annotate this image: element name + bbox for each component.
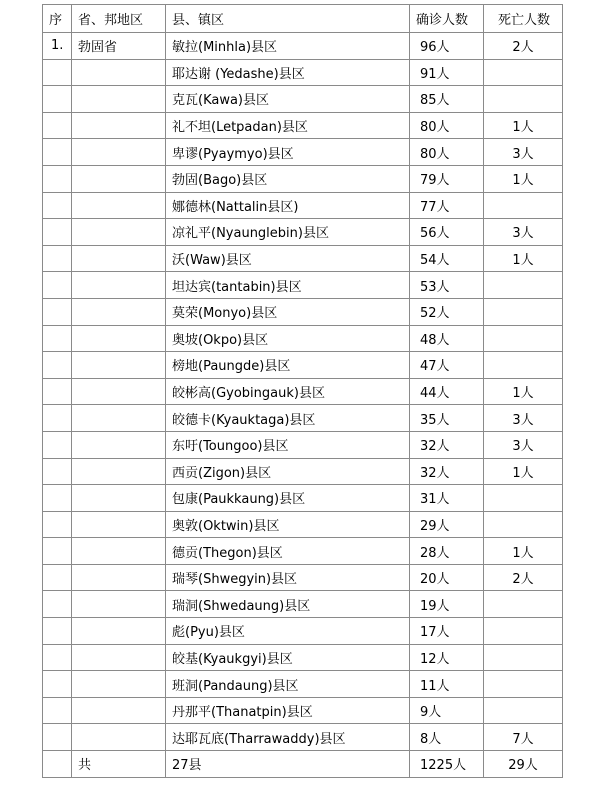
- row-confirmed: 9人: [410, 697, 484, 724]
- row-province: [72, 538, 166, 565]
- row-seq: [43, 298, 72, 325]
- total-seq: [43, 751, 72, 778]
- table-row: [43, 325, 563, 352]
- row-confirmed: 12人: [410, 644, 484, 671]
- row-district: 皎德卡(Kyauktaga)县区: [166, 405, 410, 432]
- row-province: [72, 644, 166, 671]
- row-seq: [43, 591, 72, 618]
- row-district: 莫荣(Monyo)县区: [166, 298, 410, 325]
- header-confirmed: 确诊人数: [410, 5, 484, 33]
- table-row: [43, 431, 563, 458]
- row-deaths: [484, 298, 563, 325]
- row-deaths: 1人: [484, 378, 563, 405]
- row-province: [72, 458, 166, 485]
- row-confirmed: 96人: [410, 33, 484, 60]
- row-province: [72, 86, 166, 113]
- table-row: [43, 272, 563, 299]
- row-confirmed: 54人: [410, 245, 484, 272]
- table-row: [43, 165, 563, 192]
- header-district: 县、镇区: [166, 5, 410, 33]
- table-row: [43, 564, 563, 591]
- total-label: 共: [72, 751, 166, 778]
- header-deaths: 死亡人数: [484, 5, 563, 33]
- table-row: [43, 591, 563, 618]
- row-province: [72, 511, 166, 538]
- table-row: [43, 697, 563, 724]
- table-row: [43, 245, 563, 272]
- table-row: [43, 298, 563, 325]
- row-deaths: [484, 352, 563, 379]
- row-district: 勃固(Bago)县区: [166, 165, 410, 192]
- header-seq: 序: [43, 5, 72, 33]
- header-row: [43, 5, 563, 33]
- row-deaths: 1人: [484, 245, 563, 272]
- row-confirmed: 80人: [410, 112, 484, 139]
- row-confirmed: 77人: [410, 192, 484, 219]
- table-row: [43, 352, 563, 379]
- table-row: [43, 538, 563, 565]
- row-district: 敏拉(Minhla)县区: [166, 33, 410, 60]
- header-province: 省、邦地区: [72, 5, 166, 33]
- row-province: [72, 352, 166, 379]
- row-province: [72, 325, 166, 352]
- row-district: 克瓦(Kawa)县区: [166, 86, 410, 113]
- table-row: [43, 485, 563, 512]
- row-province: [72, 378, 166, 405]
- row-confirmed: 8人: [410, 724, 484, 751]
- row-confirmed: 19人: [410, 591, 484, 618]
- row-seq: [43, 59, 72, 86]
- row-province: [72, 59, 166, 86]
- row-seq: 1.: [43, 33, 72, 60]
- table-row: [43, 458, 563, 485]
- row-seq: [43, 671, 72, 698]
- row-deaths: 1人: [484, 458, 563, 485]
- row-deaths: [484, 325, 563, 352]
- table-row: [43, 511, 563, 538]
- row-province: 勃固省: [72, 33, 166, 60]
- row-confirmed: 31人: [410, 485, 484, 512]
- row-province: [72, 272, 166, 299]
- row-confirmed: 80人: [410, 139, 484, 166]
- row-confirmed: 32人: [410, 431, 484, 458]
- row-province: [72, 431, 166, 458]
- row-district: 奥敦(Oktwin)县区: [166, 511, 410, 538]
- row-district: 沃(Waw)县区: [166, 245, 410, 272]
- covid-district-table: [42, 4, 563, 778]
- row-deaths: [484, 192, 563, 219]
- row-seq: [43, 272, 72, 299]
- table-row: [43, 192, 563, 219]
- row-seq: [43, 724, 72, 751]
- row-district: 礼不坦(Letpadan)县区: [166, 112, 410, 139]
- row-seq: [43, 219, 72, 246]
- row-confirmed: 44人: [410, 378, 484, 405]
- row-confirmed: 85人: [410, 86, 484, 113]
- table-row: [43, 219, 563, 246]
- row-deaths: [484, 591, 563, 618]
- row-deaths: [484, 671, 563, 698]
- row-district: 耶达谢 (Yedashe)县区: [166, 59, 410, 86]
- row-deaths: [484, 697, 563, 724]
- row-district: 包康(Paukkaung)县区: [166, 485, 410, 512]
- row-seq: [43, 192, 72, 219]
- row-deaths: 3人: [484, 405, 563, 432]
- row-province: [72, 112, 166, 139]
- row-seq: [43, 86, 72, 113]
- row-confirmed: 35人: [410, 405, 484, 432]
- table-body: [43, 33, 563, 751]
- table-row: [43, 378, 563, 405]
- row-seq: [43, 458, 72, 485]
- row-seq: [43, 511, 72, 538]
- row-district: 卑谬(Pyaymyo)县区: [166, 139, 410, 166]
- table-row: [43, 405, 563, 432]
- row-district: 班洞(Pandaung)县区: [166, 671, 410, 698]
- row-seq: [43, 165, 72, 192]
- row-seq: [43, 352, 72, 379]
- row-confirmed: 29人: [410, 511, 484, 538]
- row-seq: [43, 644, 72, 671]
- row-seq: [43, 112, 72, 139]
- row-province: [72, 165, 166, 192]
- row-seq: [43, 245, 72, 272]
- row-confirmed: 28人: [410, 538, 484, 565]
- table-row: [43, 671, 563, 698]
- row-district: 东吁(Toungoo)县区: [166, 431, 410, 458]
- table-row: [43, 86, 563, 113]
- row-seq: [43, 697, 72, 724]
- table-row: [43, 59, 563, 86]
- row-confirmed: 91人: [410, 59, 484, 86]
- row-province: [72, 591, 166, 618]
- row-deaths: 1人: [484, 538, 563, 565]
- row-district: 奥坡(Okpo)县区: [166, 325, 410, 352]
- row-province: [72, 405, 166, 432]
- row-district: 榜地(Paungde)县区: [166, 352, 410, 379]
- table-row: [43, 139, 563, 166]
- table-row: [43, 112, 563, 139]
- total-districts: 27县: [166, 751, 410, 778]
- row-seq: [43, 564, 72, 591]
- row-confirmed: 48人: [410, 325, 484, 352]
- table-row: [43, 724, 563, 751]
- row-district: 皎基(Kyaukgyi)县区: [166, 644, 410, 671]
- row-district: 达耶瓦底(Tharrawaddy)县区: [166, 724, 410, 751]
- table-row: [43, 618, 563, 645]
- row-deaths: [484, 86, 563, 113]
- row-seq: [43, 538, 72, 565]
- row-confirmed: 11人: [410, 671, 484, 698]
- row-seq: [43, 405, 72, 432]
- row-province: [72, 671, 166, 698]
- row-seq: [43, 325, 72, 352]
- table-row: [43, 33, 563, 60]
- row-confirmed: 17人: [410, 618, 484, 645]
- row-seq: [43, 378, 72, 405]
- row-deaths: [484, 272, 563, 299]
- row-deaths: [484, 485, 563, 512]
- row-seq: [43, 431, 72, 458]
- table-row: [43, 644, 563, 671]
- row-province: [72, 219, 166, 246]
- row-deaths: 2人: [484, 564, 563, 591]
- row-deaths: [484, 59, 563, 86]
- row-province: [72, 724, 166, 751]
- total-deaths: 29人: [484, 751, 563, 778]
- row-seq: [43, 139, 72, 166]
- row-province: [72, 618, 166, 645]
- row-deaths: [484, 644, 563, 671]
- row-deaths: 3人: [484, 219, 563, 246]
- row-seq: [43, 485, 72, 512]
- row-district: 西贡(Zigon)县区: [166, 458, 410, 485]
- row-confirmed: 79人: [410, 165, 484, 192]
- row-district: 瑞琴(Shwegyin)县区: [166, 564, 410, 591]
- row-confirmed: 56人: [410, 219, 484, 246]
- row-confirmed: 32人: [410, 458, 484, 485]
- row-district: 坦达宾(tantabin)县区: [166, 272, 410, 299]
- row-province: [72, 192, 166, 219]
- row-province: [72, 245, 166, 272]
- row-confirmed: 47人: [410, 352, 484, 379]
- row-deaths: 3人: [484, 139, 563, 166]
- row-district: 德贡(Thegon)县区: [166, 538, 410, 565]
- row-district: 彪(Pyu)县区: [166, 618, 410, 645]
- row-district: 瑞洞(Shwedaung)县区: [166, 591, 410, 618]
- row-confirmed: 20人: [410, 564, 484, 591]
- row-deaths: [484, 618, 563, 645]
- row-deaths: 3人: [484, 431, 563, 458]
- row-deaths: [484, 511, 563, 538]
- row-deaths: 1人: [484, 165, 563, 192]
- row-confirmed: 53人: [410, 272, 484, 299]
- row-district: 丹那平(Thanatpin)县区: [166, 697, 410, 724]
- row-province: [72, 298, 166, 325]
- row-province: [72, 697, 166, 724]
- row-confirmed: 52人: [410, 298, 484, 325]
- row-district: 皎彬高(Gyobingauk)县区: [166, 378, 410, 405]
- row-seq: [43, 618, 72, 645]
- row-district: 凉礼平(Nyaunglebin)县区: [166, 219, 410, 246]
- row-district: 娜德林(Nattalin县区): [166, 192, 410, 219]
- total-row: [43, 751, 563, 778]
- row-deaths: 2人: [484, 33, 563, 60]
- row-deaths: 1人: [484, 112, 563, 139]
- total-confirmed: 1225人: [410, 751, 484, 778]
- row-province: [72, 485, 166, 512]
- row-deaths: 7人: [484, 724, 563, 751]
- row-province: [72, 564, 166, 591]
- row-province: [72, 139, 166, 166]
